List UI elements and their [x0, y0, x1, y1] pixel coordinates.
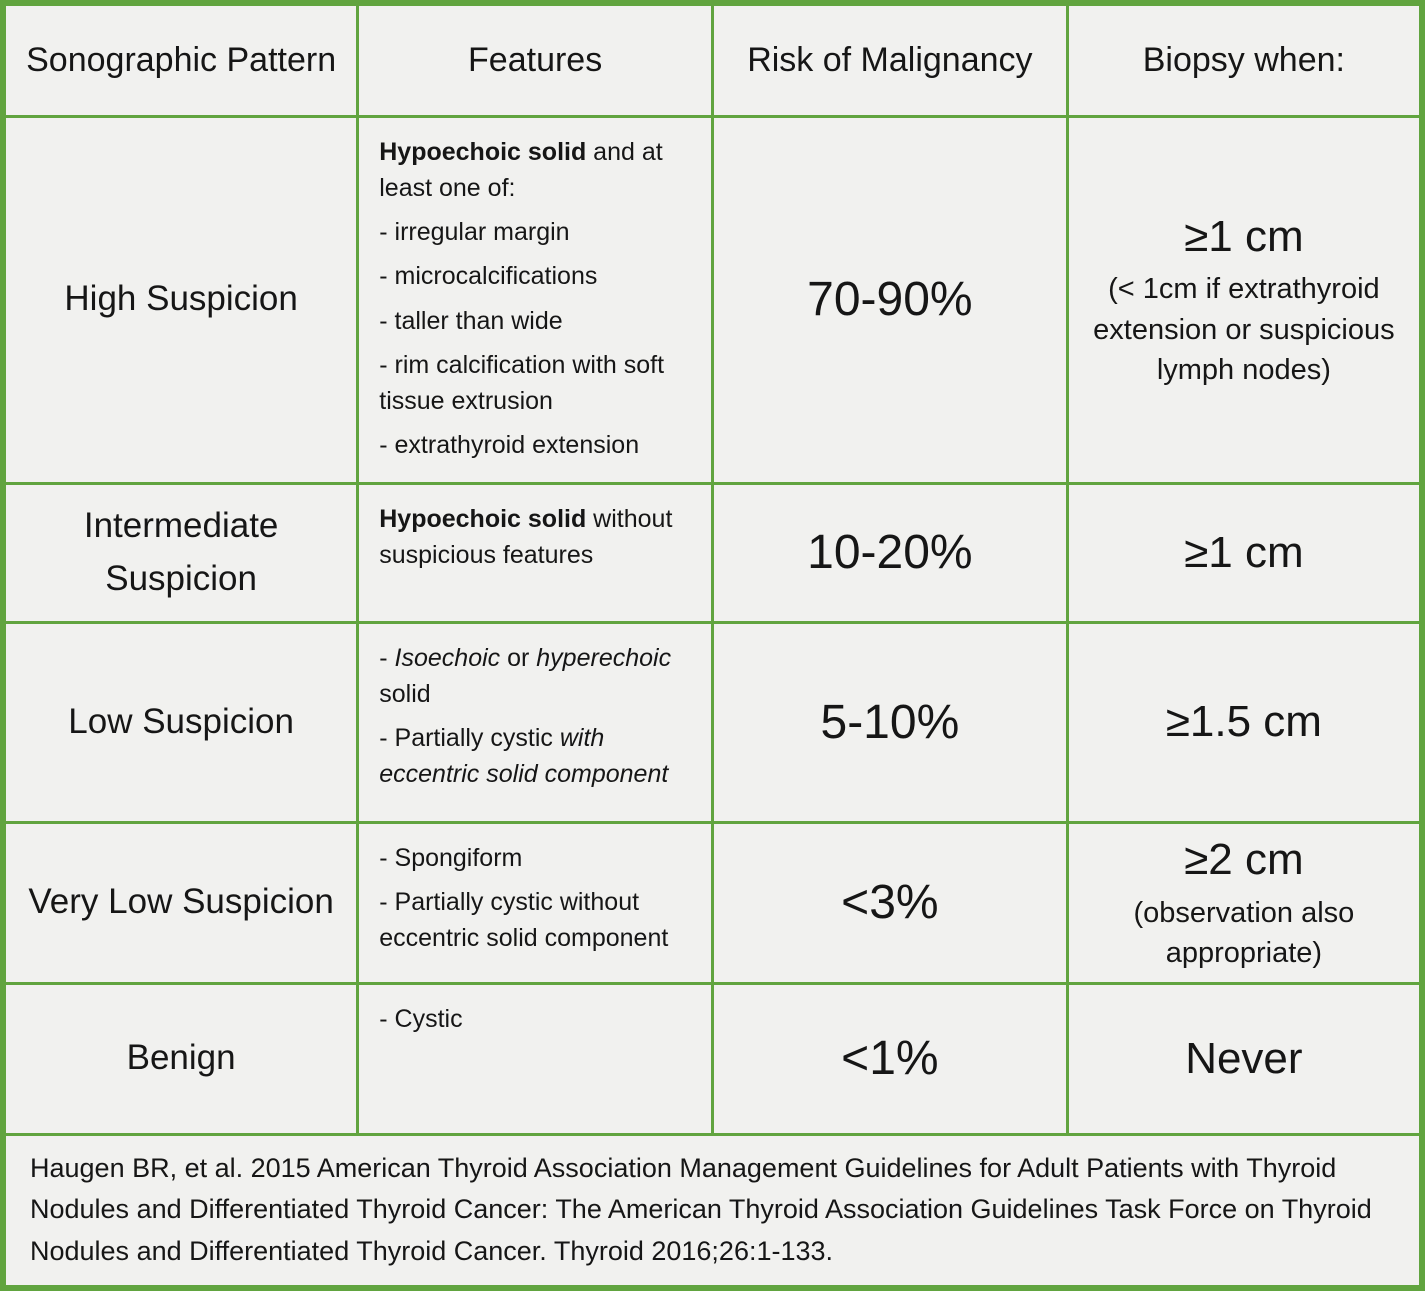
features-high-bullet-1: - irregular margin	[379, 218, 570, 246]
features-verylow-bullet-1: - Spongiform	[379, 843, 523, 872]
pattern-intermediate-suspicion: Intermediate Suspicion	[3, 483, 358, 622]
features-high-suspicion	[358, 116, 713, 483]
features-high-intro-rest: and at least one of:	[379, 137, 663, 202]
citation-text: Haugen BR, et al. 2015 American Thyroid Association Management Guidelines for Adult Patients with Thyroid Nodules and Differentiated Thyroid Cancer: The American Thyroid Association Guidelines Task Force on Thyroid Nodules and Differentiated Thyroid Cancer. Thyroid 2016;26:1-133.	[3, 1134, 1422, 1288]
features-intermediate-intro-bold: Hypoechoic solid	[379, 504, 587, 533]
low-b2-italic: with eccentric solid component	[379, 724, 669, 789]
biopsy-benign	[1067, 983, 1422, 1134]
features-intermediate-intro-rest: without suspicious features	[379, 504, 673, 569]
features-high-intro	[379, 134, 699, 207]
header-biopsy-when: Biopsy when:	[1067, 3, 1422, 116]
row-high-suspicion	[3, 116, 1422, 483]
header-sonographic-pattern: Sonographic Pattern	[3, 3, 358, 116]
features-benign-bullet-1: - Cystic	[379, 1004, 463, 1033]
low-b1-pre: -	[379, 643, 395, 672]
features-low-suspicion	[358, 622, 713, 822]
features-very-low-suspicion	[358, 822, 713, 983]
features-high-bullet-2: - microcalcifications	[379, 262, 598, 291]
low-b1-italic-1: Isoechoic	[394, 643, 501, 672]
biopsy-high-size: ≥1 cm	[1184, 212, 1304, 262]
biopsy-verylow-note: (observation also appropriate)	[1133, 896, 1355, 970]
biopsy-low-suspicion	[1067, 622, 1422, 822]
biopsy-low-size: ≥1.5 cm	[1165, 697, 1322, 747]
low-b1-italic-2: hyperechoic	[536, 643, 672, 672]
low-b2-pre: - Partially cystic	[379, 724, 560, 752]
pattern-benign: Benign	[3, 983, 358, 1134]
risk-very-low-suspicion: <3%	[713, 822, 1068, 983]
biopsy-very-low-suspicion	[1067, 822, 1422, 983]
features-intermediate-suspicion	[358, 483, 713, 622]
features-low-bullet-1	[379, 640, 699, 713]
pattern-low-suspicion: Low Suspicion	[3, 622, 358, 822]
header-features: Features	[358, 3, 713, 116]
risk-low-suspicion: 5-10%	[713, 622, 1068, 822]
header-row	[3, 3, 1422, 116]
features-high-intro-bold: Hypoechoic solid	[379, 137, 587, 166]
features-high-bullet-5: - extrathyroid extension	[379, 431, 640, 460]
row-very-low-suspicion	[3, 822, 1422, 983]
row-intermediate-suspicion	[3, 483, 1422, 622]
features-benign	[358, 983, 713, 1134]
features-low-bullet-2	[379, 720, 699, 793]
row-benign	[3, 983, 1422, 1134]
pattern-high-suspicion: High Suspicion	[3, 116, 358, 483]
features-high-bullet-3: - taller than wide	[379, 306, 563, 335]
biopsy-intermediate-size: ≥1 cm	[1184, 527, 1304, 577]
risk-benign: <1%	[713, 983, 1068, 1134]
pattern-very-low-suspicion: Very Low Suspicion	[3, 822, 358, 983]
header-risk-of-malignancy: Risk of Malignancy	[713, 3, 1068, 116]
biopsy-high-note: (< 1cm if extrathyroid extension or suspicious lymph nodes)	[1093, 273, 1395, 387]
row-low-suspicion	[3, 622, 1422, 822]
features-intermediate-intro	[379, 501, 699, 574]
biopsy-intermediate-suspicion	[1067, 483, 1422, 622]
row-citation	[3, 1134, 1422, 1288]
features-verylow-bullet-2: - Partially cystic without eccentric solid component	[379, 887, 669, 952]
risk-high-suspicion: 70-90%	[713, 116, 1068, 483]
risk-intermediate-suspicion: 10-20%	[713, 483, 1068, 622]
low-b1-post: solid	[379, 679, 431, 708]
biopsy-verylow-size: ≥2 cm	[1184, 835, 1304, 885]
biopsy-high-suspicion	[1067, 116, 1422, 483]
features-high-bullet-4: - rim calcification with soft tissue extrusion	[379, 350, 665, 415]
biopsy-benign-value: Never	[1185, 1033, 1303, 1083]
low-b1-mid: or	[500, 643, 537, 672]
